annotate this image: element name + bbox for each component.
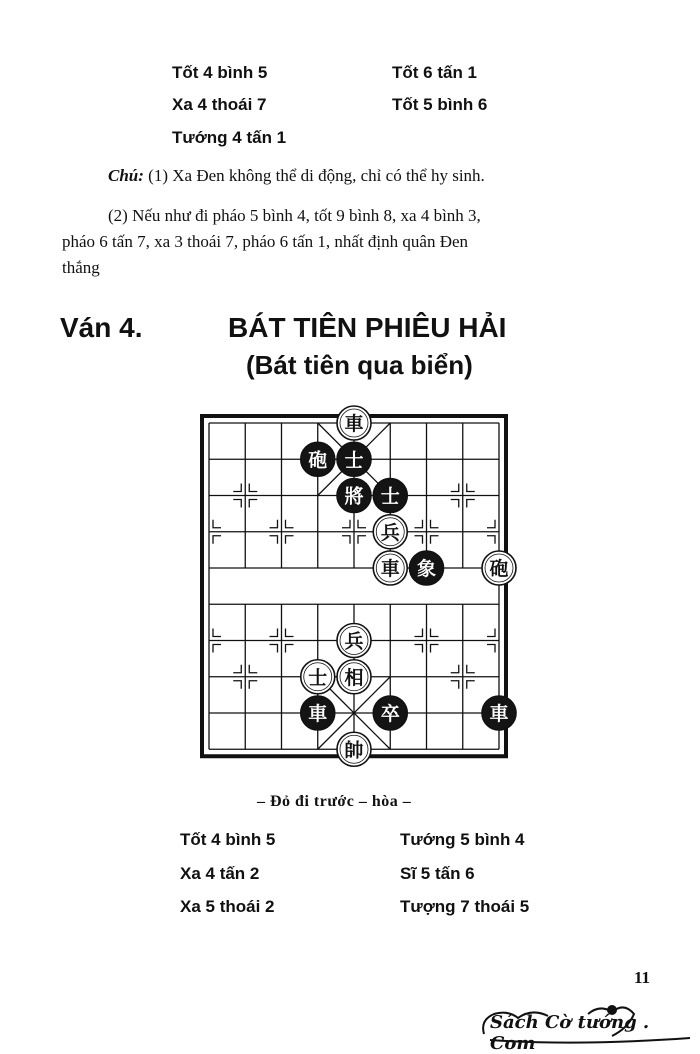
prev-move-right-1: Tốt 6 tấn 1: [392, 63, 478, 82]
move-right-3: Tượng 7 thoái 5: [400, 897, 530, 916]
red-piece: [373, 515, 407, 549]
piece-char: 相: [344, 666, 364, 689]
position-mark: [467, 500, 475, 508]
position-mark: [213, 629, 221, 637]
site-logo: [478, 1000, 698, 1054]
prev-move-left-1: Tốt 4 bình 5: [172, 63, 268, 82]
red-piece: [301, 660, 335, 694]
red-piece: [337, 406, 371, 440]
position-mark: [342, 536, 350, 544]
position-mark: [415, 536, 423, 544]
position-mark: [233, 484, 241, 492]
move-left-1: Tốt 4 bình 5: [180, 830, 276, 849]
piece-char: 車: [344, 413, 364, 435]
red-piece: [337, 624, 371, 658]
red-piece: [373, 551, 407, 585]
note-label: Chú:: [108, 166, 144, 185]
position-mark: [358, 536, 366, 544]
position-mark: [467, 665, 475, 673]
black-piece: [301, 696, 335, 730]
position-mark: [270, 645, 278, 653]
piece-char: 士: [344, 449, 364, 472]
prev-move-right-2: Tốt 5 bình 6: [392, 95, 488, 114]
position-mark: [467, 484, 475, 492]
position-mark: [286, 520, 294, 528]
black-piece: [373, 696, 407, 730]
position-mark: [487, 520, 495, 528]
position-mark: [270, 536, 278, 544]
position-mark: [286, 536, 294, 544]
red-piece: [337, 732, 371, 766]
game-title: BÁT TIÊN PHIÊU HẢI: [228, 312, 507, 343]
black-piece: [301, 442, 335, 476]
page-number: 11: [634, 968, 651, 987]
position-mark: [249, 681, 257, 689]
position-mark: [487, 629, 495, 637]
position-mark: [451, 665, 459, 673]
black-piece: [410, 551, 444, 585]
piece-char: 卒: [380, 703, 400, 725]
move-right-1: Tướng 5 bình 4: [400, 830, 525, 849]
position-mark: [487, 645, 495, 653]
position-mark: [213, 645, 221, 653]
position-mark: [415, 645, 423, 653]
piece-char: 將: [344, 485, 364, 508]
position-mark: [286, 629, 294, 637]
position-mark: [270, 520, 278, 528]
prev-move-left-3: Tướng 4 tấn 1: [172, 128, 287, 147]
black-piece: [482, 696, 516, 730]
position-mark: [233, 500, 241, 508]
piece-char: 砲: [308, 449, 328, 472]
black-piece: [337, 442, 371, 476]
position-mark: [451, 500, 459, 508]
move-left-2: Xa 4 tấn 2: [180, 864, 260, 883]
piece-char: 兵: [344, 630, 364, 653]
position-mark: [431, 645, 439, 653]
game-result: – Đỏ đi trước – hòa –: [257, 793, 412, 810]
piece-char: 士: [380, 485, 400, 508]
red-piece: [482, 551, 516, 585]
position-mark: [233, 681, 241, 689]
piece-char: 士: [308, 666, 328, 689]
position-mark: [213, 520, 221, 528]
position-mark: [213, 536, 221, 544]
position-mark: [467, 681, 475, 689]
game-subtitle: (Bát tiên qua biển): [246, 350, 473, 380]
piece-char: 車: [380, 558, 400, 580]
move-right-2: Sĩ 5 tấn 6: [400, 864, 475, 883]
pieces-layer: [301, 406, 516, 766]
note-line-3: pháo 6 tấn 7, xa 3 thoái 7, pháo 6 tấn 1, nhất định quân Đen: [62, 232, 469, 251]
piece-char: 兵: [380, 521, 400, 544]
position-mark: [342, 520, 350, 528]
position-mark: [249, 665, 257, 673]
position-mark: [415, 629, 423, 637]
piece-char: 帥: [344, 739, 364, 762]
logo-text: Sách Cờ tướng . Com: [490, 1012, 650, 1054]
position-mark: [233, 665, 241, 673]
prev-move-left-2: Xa 4 thoái 7: [172, 95, 267, 114]
piece-char: 砲: [489, 558, 509, 580]
move-left-3: Xa 5 thoái 2: [180, 897, 275, 916]
position-mark: [431, 536, 439, 544]
xiangqi-board: [189, 400, 519, 780]
black-piece: [337, 479, 371, 513]
game-number: Ván 4.: [60, 312, 143, 343]
position-mark: [431, 520, 439, 528]
red-piece: [337, 660, 371, 694]
note-text-1: (1) Xa Đen không thể di động, chỉ có thể hy sinh.: [148, 166, 485, 185]
position-mark: [249, 484, 257, 492]
piece-char: 象: [416, 558, 437, 580]
position-mark: [415, 520, 423, 528]
note-line-1: [108, 164, 485, 188]
note-line-2: (2) Nếu như đi pháo 5 bình 4, tốt 9 bình 8, xa 4 bình 3,: [108, 206, 481, 225]
position-mark: [358, 520, 366, 528]
piece-char: 車: [489, 703, 509, 725]
black-piece: [373, 479, 407, 513]
position-mark: [431, 629, 439, 637]
piece-char: 車: [308, 703, 328, 725]
position-mark: [270, 629, 278, 637]
position-mark: [286, 645, 294, 653]
position-mark: [487, 536, 495, 544]
position-mark: [451, 681, 459, 689]
note-line-4: thắng: [62, 258, 100, 277]
position-mark: [249, 500, 257, 508]
position-mark: [451, 484, 459, 492]
